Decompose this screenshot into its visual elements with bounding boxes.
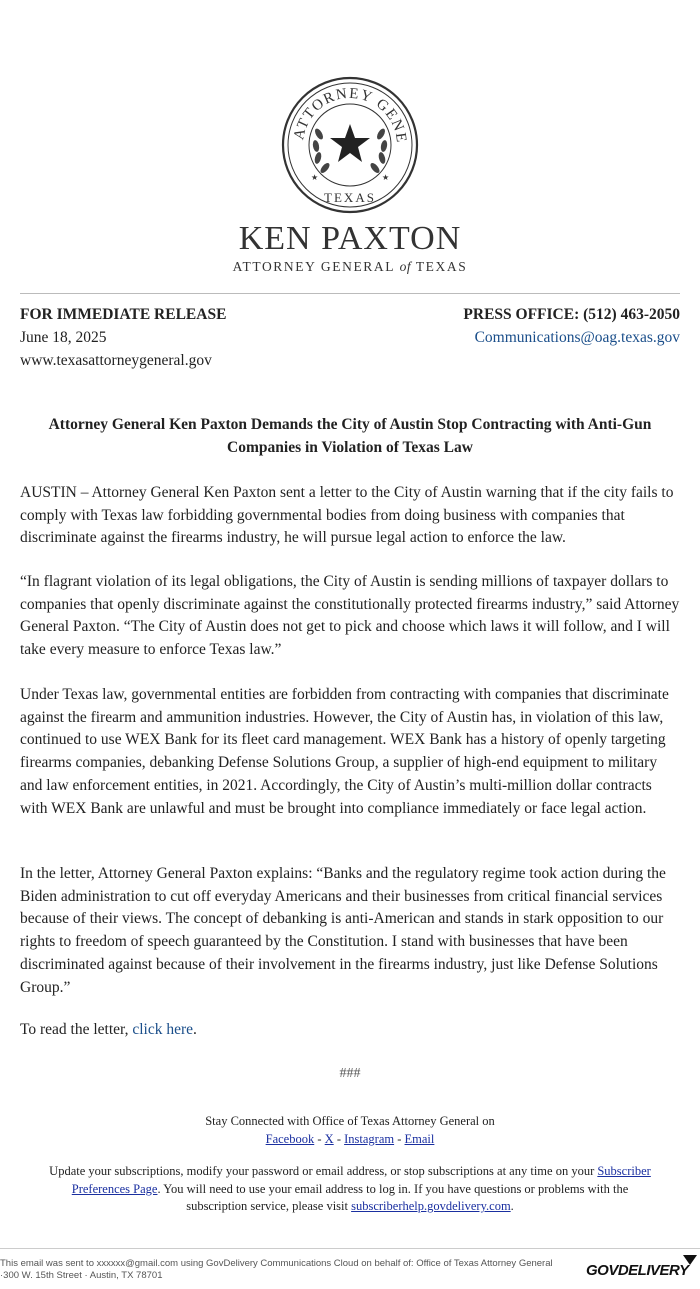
govdelivery-mark-icon [683,1255,697,1265]
brand-name: KEN PAXTON [238,220,462,257]
instagram-link[interactable]: Instagram [344,1131,395,1146]
header-divider [20,293,680,294]
email-link[interactable]: Email [404,1131,435,1146]
release-date: June 18, 2025 [20,329,107,346]
svg-text:THE ATTORNEY GENERAL: ATTORNEY GENE [291,85,410,145]
email-disclaimer: This email was sent to xxxxxx@gmail.com using GovDelivery Communications Cloud on behalf of: Office of Texas Attorney General ·300 W. 15th Street · Austin, TX 78701 [0,1258,553,1281]
subscriber-preferences-link[interactable]: Subscriber Preferences Page [71,1164,651,1196]
paragraph-4: In the letter, Attorney General Paxton explains: “Banks and the regulatory regime took action during the Biden administration to cut off everyday Americans and their businesses from critical financial services because of their views. The concept of debanking is anti-American and stands in stark opposition to our rights to freedom of speech guaranteed by the Constitution. I stand with businesses that have been discriminated against because of their involvement in the firearms industry, just like Defense Solutions Group.” [20,865,666,996]
read-letter-line: To read the letter, click here. [20,1021,197,1038]
subscription-info: Update your subscriptions, modify your password or email address, or stop subscriptions at any time on your Subscriber Preferences Page. You will need to use your email address to log in. If you have questions or problems with the subscription service, please visit subscriberhelp.govdelivery.com. [49,1164,651,1213]
press-office-email-link[interactable]: Communications@oag.texas.gov [474,329,680,346]
facebook-link[interactable]: Facebook [265,1131,315,1146]
release-info [20,303,226,372]
brand-subtitle: ATTORNEY GENERAL of TEXAS [232,259,468,274]
attorney-general-seal [281,76,419,214]
svg-text:TEXAS: TEXAS [324,190,376,205]
subscriber-help-link[interactable]: subscriberhelp.govdelivery.com [351,1199,511,1213]
paragraph-3: Under Texas law, governmental entities are forbidden from contracting with companies that discriminate against the firearm and ammunition industries. However, the City of Austin has, in violation of this law, continued to use WEX Bank for its fleet card management. WEX Bank has a history of openly targeting firearms companies, debanking Defense Solutions Group, a supplier of high-end equipment to military and law enforcement entities, in 2021. Accordingly, the City of Austin’s multi-million dollar contracts with WEX Bank are unlawful and must be brought into compliance immediately or face legal action. [20,686,669,817]
paragraph-2: “In flagrant violation of its legal obligations, the City of Austin is sending millions of taxpayer dollars to companies that openly discriminate against the constitutionally protected firearms industry,” said Attorney General Paxton. “The City of Austin does not get to pick and choose which laws it will follow, and I will take every measure to enforce Texas law.” [20,573,680,659]
website-text: www.texasattorneygeneral.gov [20,352,212,369]
paragraph-1: AUSTIN – Attorney General Ken Paxton sent a letter to the City of Austin warning that if the city fails to comply with Texas law forbidding governmental bodies from doing business with companies that discriminate against the firearms industry, he will pursue legal action to enforce the law. [20,484,674,547]
govdelivery-logo: GOVDELIVERY [586,1262,689,1279]
end-mark: ### [339,1066,361,1081]
social-links: Facebook - X - Instagram - Email [265,1131,435,1146]
press-office-info [463,303,680,349]
bottom-divider [0,1248,700,1249]
stay-connected-text: Stay Connected with Office of Texas Attorney General on [205,1114,495,1128]
headline: Attorney General Ken Paxton Demands the City of Austin Stop Contracting with Anti-Gun Companies in Violation of Texas Law [48,416,652,456]
press-office-phone: PRESS OFFICE: (512) 463-2050 [463,306,680,323]
svg-text:★: ★ [311,173,319,182]
stay-connected [40,1113,660,1148]
svg-text:★: ★ [382,173,390,182]
click-here-link[interactable]: click here [132,1021,194,1038]
x-link[interactable]: X [324,1131,334,1146]
release-label: FOR IMMEDIATE RELEASE [20,306,227,323]
